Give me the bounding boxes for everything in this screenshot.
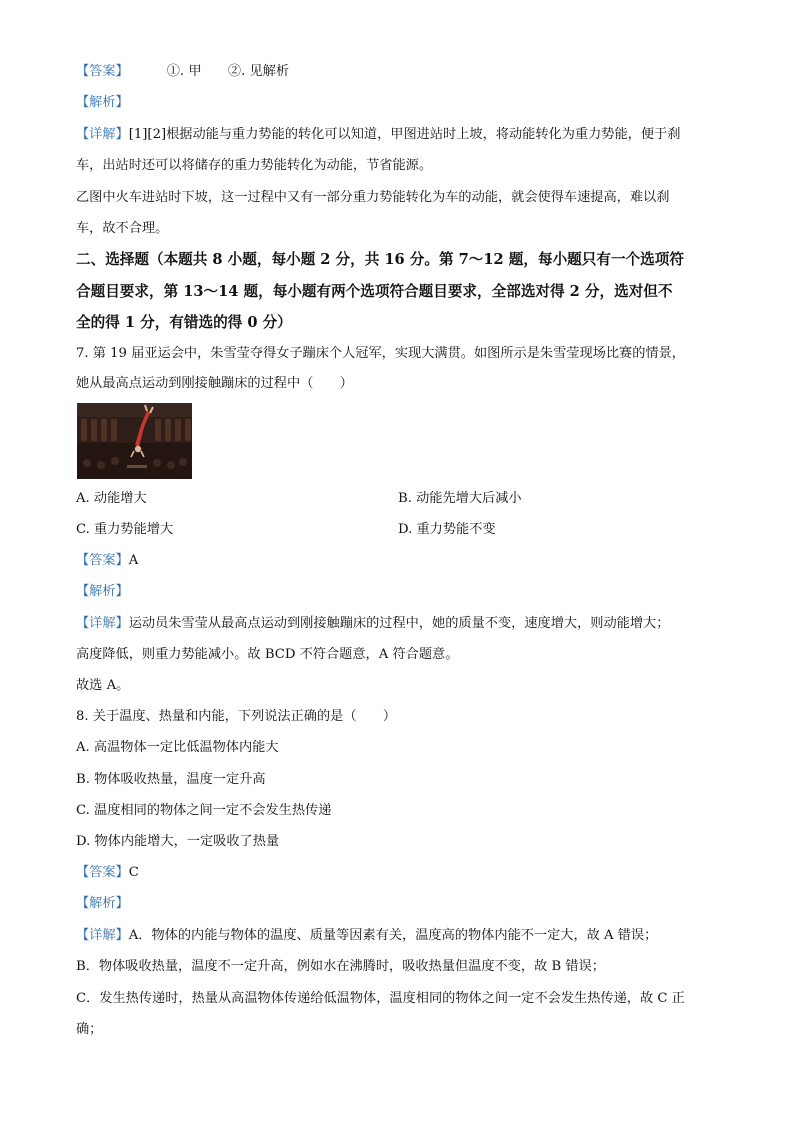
answer-text: A [128, 553, 139, 568]
detail-line: 高度降低，则重力势能减小。故 BCD 不符合题意，A 符合题意。 [76, 647, 459, 662]
detail-line: 故选 A。 [76, 678, 130, 693]
detail-line: 车，出站时还可以将储存的重力势能转化为动能，节省能源。 [76, 158, 433, 173]
detail-line: C．发生热传递时，热量从高温物体传递给低温物体，温度相同的物体之间一定不会发生热传递，故 C 正 [76, 991, 685, 1006]
detail-text: 运动员朱雪莹从最高点运动到刚接触蹦床的过程中，她的质量不变，速度增大，则动能增大； [128, 616, 670, 631]
answer-text: ①. 甲 ②. 见解析 [166, 64, 290, 79]
question-7-stem: 7. 第 19 届亚运会中，朱雪莹夺得女子蹦床个人冠军，实现大满贯。如图所示是朱雪莹现场比赛的情景， [76, 346, 685, 361]
analysis-tag: 【解析】 [76, 584, 129, 599]
option-a: A. 高温物体一定比低温物体内能大 [76, 740, 279, 755]
detail-line: 车，故不合理。 [76, 221, 169, 236]
analysis-tag: 【解析】 [76, 896, 129, 911]
option-d: D. 重力势能不变 [398, 522, 496, 537]
option-a: A. 动能增大 [76, 491, 147, 506]
answer-tag: 【答案】 [76, 64, 129, 79]
detail-text: [1][2]根据动能与重力势能的转化可以知道，甲图进站时上坡，将动能转化为重力势能，便于刹 [128, 127, 681, 142]
section-heading: 合题目要求，第 13～14 题，每小题有两个选项符合题目要求，全部选对得 2 分，选对但不 [76, 283, 673, 300]
option-b: B. 物体吸收热量，温度一定升高 [76, 772, 266, 787]
detail-tag: 【详解】 [76, 928, 129, 943]
answer-line-q6 [76, 63, 289, 81]
detail-tag: 【详解】 [76, 127, 129, 142]
option-c: C. 重力势能增大 [76, 522, 174, 537]
detail-tag: 【详解】 [76, 616, 129, 631]
question-7-stem: 她从最高点运动到刚接触蹦床的过程中（ ） [76, 376, 353, 391]
question-8-stem: 8. 关于温度、热量和内能，下列说法正确的是（ ） [76, 709, 397, 724]
detail-text: A．物体的内能与物体的温度、质量等因素有关，温度高的物体内能不一定大，故 A 错误； [128, 928, 658, 943]
answer-tag: 【答案】 [76, 865, 129, 880]
detail-line [76, 927, 657, 945]
answer-line-q7 [76, 552, 138, 570]
answer-text: C [128, 865, 139, 880]
analysis-tag: 【解析】 [76, 95, 129, 110]
section-heading: 二、选择题（本题共 8 小题，每小题 2 分，共 16 分。第 7～12 题，每小题只有一个选项符 [76, 251, 684, 268]
option-b: B. 动能先增大后减小 [398, 491, 522, 506]
detail-line [76, 126, 680, 144]
option-d: D. 物体内能增大，一定吸收了热量 [76, 834, 280, 849]
detail-line: 乙图中火车进站时下坡，这一过程中又有一部分重力势能转化为车的动能，就会使得车速提高，难以刹 [76, 190, 670, 205]
option-c: C. 温度相同的物体之间一定不会发生热传递 [76, 803, 332, 818]
detail-line [76, 615, 669, 633]
trampoline-photo [77, 403, 192, 479]
detail-line: B．物体吸收热量，温度不一定升高，例如水在沸腾时，吸收热量但温度不变，故 B 错误； [76, 959, 605, 974]
answer-tag: 【答案】 [76, 553, 129, 568]
section-heading: 全的得 1 分，有错选的得 0 分） [76, 314, 292, 331]
answer-line-q8 [76, 864, 139, 882]
detail-line: 确； [76, 1022, 103, 1037]
